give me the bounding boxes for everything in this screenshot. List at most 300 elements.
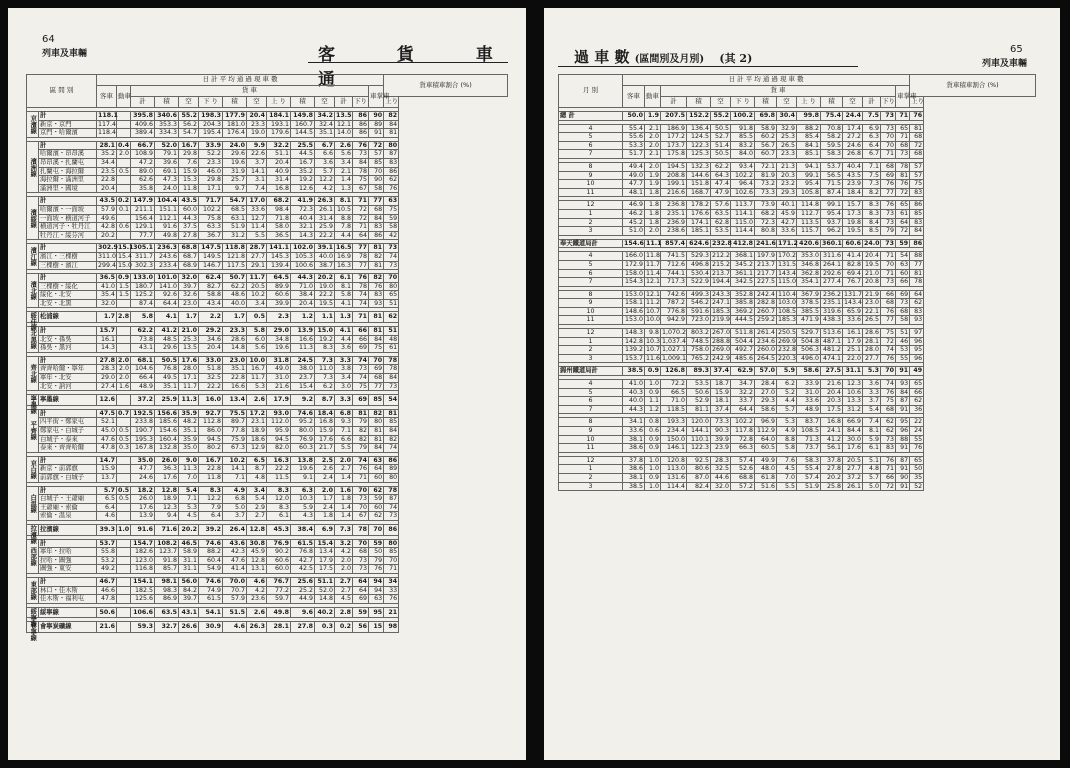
cell: 81 (369, 261, 384, 270)
table-row (27, 291, 508, 300)
cell: 12.8 (247, 556, 267, 565)
cell: 21.0 (179, 327, 199, 336)
cell: 243.6 (155, 252, 179, 261)
cell: 73 (881, 124, 896, 133)
cell: 242.4 (755, 290, 777, 299)
cell: 18.9 (155, 495, 179, 504)
cell: 61.5 (199, 595, 223, 604)
cell: 55 (910, 435, 924, 444)
cell: 77.2 (267, 586, 291, 595)
cell: 59 (896, 239, 910, 248)
cell: 31.4 (267, 176, 291, 185)
cell: 3.4 (335, 158, 353, 167)
cell: 69 (881, 171, 896, 180)
cell: 5.4 (247, 495, 267, 504)
cell: 21.6 (267, 382, 291, 391)
cell: 28.1 (97, 141, 117, 150)
header-freight-b: 車 (779, 86, 786, 95)
cell: 0.6 (645, 427, 661, 436)
cell: 1.1 (645, 397, 661, 406)
cell: 81 (369, 435, 384, 444)
month-cell: 2 (559, 473, 623, 482)
table-row (559, 444, 1036, 453)
table-row (27, 244, 508, 253)
cell: 7.1 (179, 495, 199, 504)
cell: 15.9 (711, 388, 731, 397)
cell: 58.6 (755, 405, 777, 414)
cell: 6.1 (335, 274, 353, 283)
cell: 345.2 (731, 260, 755, 269)
cell: 73 (353, 565, 369, 574)
cell: 131.6 (661, 473, 687, 482)
cell: 84 (910, 227, 924, 236)
cell: 54.7 (179, 129, 199, 138)
cell: 113.0 (661, 465, 687, 474)
row-label: 計 (39, 112, 97, 121)
cell: 37.4 (711, 367, 731, 376)
cell: 18.1 (711, 397, 731, 406)
line-name: 拉濱線 (27, 524, 39, 535)
cell: 78 (353, 252, 369, 261)
cell: 78 (384, 365, 399, 374)
cell: 474.1 (821, 354, 843, 363)
cell: 195.3 (131, 435, 155, 444)
header-d-loaded: 積 (223, 97, 247, 108)
cell: 0.5 (117, 495, 131, 504)
cell: 4.4 (335, 335, 353, 344)
cell: 154.3 (623, 278, 645, 287)
cell: 5.5 (777, 482, 797, 491)
cell: 76.7 (843, 278, 863, 287)
table-row (27, 456, 508, 465)
cell: 17.6 (179, 356, 199, 365)
month-cell: 11 (559, 188, 623, 197)
header-ratio: 貨車積車割合 (%) (384, 75, 508, 97)
cell: 141.1 (267, 244, 291, 253)
cell: 68 (910, 133, 924, 142)
cell: 83 (910, 188, 924, 197)
header-up: 上 り (800, 97, 817, 106)
cell: 30.8 (247, 539, 267, 548)
cell: 66 (353, 335, 369, 344)
cell: 82 (369, 409, 384, 418)
cell: 76.8 (291, 548, 315, 557)
cell: 62.8 (711, 218, 731, 227)
cell: 11.7 (179, 382, 199, 391)
cell (117, 129, 131, 138)
header-passenger: 客車 (623, 86, 645, 108)
cell: 62 (369, 486, 384, 495)
cell: 147.9 (131, 197, 155, 206)
cell: 69 (369, 365, 384, 374)
cell: 71 (881, 269, 896, 278)
cell: 20.3 (777, 171, 797, 180)
line-name: 白温線 (27, 486, 39, 520)
cell: 44.3 (623, 405, 645, 414)
cell: 43.1 (179, 607, 199, 618)
cell: 167.8 (131, 444, 155, 453)
cell: 95 (896, 418, 910, 427)
cell: 260.7 (755, 307, 777, 316)
cell: 71.5 (821, 180, 843, 189)
cell: 513.6 (821, 329, 843, 338)
cell: 61.5 (291, 539, 315, 548)
cell: 181.0 (223, 120, 247, 129)
header-service: 動車 (645, 86, 661, 108)
table-row (559, 418, 1036, 427)
cell: 13.1 (247, 565, 267, 574)
cell: 60 (369, 473, 384, 482)
cell: 172.9 (623, 260, 645, 269)
cell: 68 (881, 405, 896, 414)
cell: 71.0 (291, 282, 315, 291)
header-f-loaded: 積 (687, 97, 711, 108)
cell: 74 (353, 291, 369, 300)
cell: 438.3 (821, 316, 843, 325)
cell: 66 (881, 473, 896, 482)
cell: 4.2 (335, 548, 353, 557)
cell: 3.3 (863, 388, 881, 397)
block-title: 錦州鐵道局計 (559, 367, 623, 376)
cell: 39.9 (711, 435, 731, 444)
cell: 45.0 (97, 427, 117, 436)
cell: 20.4 (291, 299, 315, 308)
cell: 38.1 (623, 473, 645, 482)
cell: 34.7 (731, 380, 755, 389)
cell: 83 (384, 158, 399, 167)
cell: 7.0 (777, 473, 797, 482)
cell: 62.6 (131, 176, 155, 185)
cell: 96 (910, 354, 924, 363)
cell: 82 (384, 112, 399, 121)
cell: 51.8 (199, 365, 223, 374)
table-row (27, 524, 508, 535)
cell: 16.1 (843, 329, 863, 338)
cell: 23.2 (777, 180, 797, 189)
cell: 20.2 (97, 231, 117, 240)
row-label: 北安・孫吳 (39, 335, 97, 344)
cell: 153.0 (623, 290, 645, 299)
month-cell: 1 (559, 465, 623, 474)
cell: 16.8 (821, 418, 843, 427)
cell: 70 (369, 524, 384, 535)
cell: 66.7 (131, 141, 155, 150)
month-cell: 7 (559, 150, 623, 159)
cell: 1.0 (645, 456, 661, 465)
cell: 1.6 (117, 382, 131, 391)
cell: 71.0 (661, 397, 687, 406)
cell: 68.1 (131, 356, 155, 365)
cell: 6.4 (199, 512, 223, 521)
cell: 84.1 (797, 141, 821, 150)
cell: 47.5 (97, 409, 117, 418)
cell: 23.6 (247, 595, 267, 604)
cell: 80 (369, 418, 384, 427)
cell: 74 (353, 456, 369, 465)
cell: 87.0 (687, 473, 711, 482)
line-name: 京濱線 (27, 112, 39, 138)
cell: 277.4 (821, 278, 843, 287)
cell: 91 (896, 465, 910, 474)
cell: 219.9 (712, 316, 731, 324)
header-down: 下 り (734, 97, 751, 106)
cell: 38.6 (623, 465, 645, 474)
cell: 69.8 (755, 112, 777, 121)
cell: 71 (896, 133, 910, 142)
cell: 149.8 (291, 112, 315, 121)
cell: 49.2 (97, 565, 117, 574)
cell: 5.9 (863, 435, 881, 444)
month-cell: 5 (559, 388, 623, 397)
table-row (27, 252, 508, 261)
cell: 4.5 (335, 595, 353, 604)
cell: 74 (353, 356, 369, 365)
row-label: 北安・北黑 (39, 299, 97, 308)
cell: 71 (384, 565, 399, 574)
cell: 73 (881, 435, 896, 444)
row-label: 横道河子・牡丹江 (39, 223, 97, 232)
cell: 63.5 (711, 209, 731, 218)
cell: 116.8 (131, 565, 155, 574)
cell: 30.9 (199, 622, 223, 633)
cell: 132.8 (155, 444, 179, 453)
cell: 56 (353, 622, 369, 633)
title-rule-right (558, 66, 858, 67)
line-name: 濱北線 (27, 274, 39, 308)
row-label: 一面坡・横道河子 (39, 214, 97, 223)
cell: 77 (881, 188, 896, 197)
cell: 236.8 (661, 201, 687, 210)
cell: 47.6 (223, 556, 247, 565)
cell: 72 (910, 141, 924, 150)
cell: 26.8 (843, 150, 863, 159)
cell: 33.6 (777, 227, 797, 236)
cell: 71 (353, 312, 369, 323)
cell: 87 (896, 456, 910, 465)
cell: 0.9 (645, 367, 661, 376)
cell: 35.0 (179, 444, 199, 453)
cell: 7.4 (247, 184, 267, 193)
header-freight-b: 車 (250, 86, 258, 95)
cell: 9.8 (645, 329, 661, 338)
cell: 123.7 (155, 548, 179, 557)
cell: 33.6 (247, 205, 267, 214)
cell: 227.5 (755, 278, 777, 287)
cell: 63 (896, 260, 910, 269)
cell: 7.5 (863, 171, 881, 180)
cell: 154.7 (131, 539, 155, 548)
cell: 25.6 (291, 577, 315, 586)
cell: 41.2 (821, 435, 843, 444)
cell: 10.5 (335, 205, 353, 214)
cell: 11.0 (315, 365, 335, 374)
cell: 17.9 (843, 337, 863, 346)
cell: 10.7 (646, 346, 661, 354)
cell: 93.7 (821, 218, 843, 227)
cell: 7.8 (335, 223, 353, 232)
cell: 267.0 (712, 329, 731, 337)
cell: 6.9 (315, 524, 335, 535)
cell: 86 (353, 129, 369, 138)
month-cell: 5 (559, 260, 623, 269)
cell: 77 (369, 382, 384, 391)
line-name: 濱綏線 (27, 197, 39, 240)
month-cell: 1 (559, 337, 623, 346)
cell: 7.6 (777, 456, 797, 465)
cell: 25.5 (291, 141, 315, 150)
cell: 45.9 (777, 209, 797, 218)
cell: 90.2 (267, 548, 291, 557)
cell: 100.6 (291, 261, 315, 270)
cell: 1.8 (645, 209, 661, 218)
cell: 41.4 (843, 252, 863, 261)
cell: 60.5 (755, 444, 777, 453)
cell (117, 503, 131, 512)
cell: 73.8 (131, 335, 155, 344)
cell: 7.3 (335, 524, 353, 535)
cell: 22.8 (223, 374, 247, 383)
cell: 73 (384, 261, 399, 270)
cell: 1.2 (291, 312, 315, 323)
table-row (559, 427, 1036, 436)
header-down: 下 り (202, 97, 219, 106)
cell: 84.4 (843, 427, 863, 436)
cell: 115.7 (797, 227, 821, 236)
cell: 34.1 (623, 418, 645, 427)
cell: 47.8 (97, 595, 117, 604)
cell: 6.6 (335, 435, 353, 444)
cell: 17.6 (155, 473, 179, 482)
cell: 151.8 (687, 180, 711, 189)
cell: 75.8 (199, 214, 223, 223)
table-row (27, 176, 508, 185)
cell: 11.7 (247, 274, 267, 283)
cell: 36.5 (267, 231, 291, 240)
cell: 3.4 (247, 486, 267, 495)
cell: 156.6 (155, 409, 179, 418)
cell: 90 (896, 473, 910, 482)
cell: 64.4 (731, 405, 755, 414)
cell: 16.8 (315, 418, 335, 427)
cell: 3.6 (863, 380, 881, 389)
cell: 1.7 (315, 495, 335, 504)
cell: 144.6 (687, 171, 711, 180)
row-label: 索倫・温泉 (39, 512, 97, 521)
cell: 66 (353, 327, 369, 336)
header-f-empty: 空 (179, 97, 199, 108)
cell: 2.6 (315, 465, 335, 474)
cell: 21 (384, 607, 399, 618)
table-row (559, 150, 1036, 159)
cell: 5.8 (335, 291, 353, 300)
cell: 48.6 (223, 291, 247, 300)
cell: 145.3 (267, 252, 291, 261)
cell: 765.2 (687, 354, 711, 363)
cell: 65.9 (843, 307, 863, 316)
cell: 504.8 (797, 337, 821, 346)
cell: 7.3 (863, 180, 881, 189)
cell: 39.2 (199, 524, 223, 535)
row-label: 計 (39, 327, 97, 336)
cell: 15.9 (97, 465, 117, 474)
cell: 132.3 (687, 162, 711, 171)
cell: 82.0 (267, 444, 291, 453)
cell: 55.4 (797, 465, 821, 474)
cell: 79 (353, 418, 369, 427)
table-row (559, 405, 1036, 414)
cell: 92.6 (155, 291, 179, 300)
cell: 26.3 (247, 622, 267, 633)
cell: 42.5 (291, 565, 315, 574)
cell (117, 607, 131, 618)
cell: 21.6 (97, 622, 117, 633)
cell: 77.7 (131, 231, 155, 240)
cell: 143.4 (844, 299, 863, 307)
block-total-row (559, 367, 1036, 376)
cell: 47.7 (131, 465, 155, 474)
cell: 76 (353, 465, 369, 474)
cell: 3.2 (335, 539, 353, 548)
cell: 6.5 (247, 456, 267, 465)
cell (117, 112, 131, 121)
cell: 118.5 (661, 405, 687, 414)
cell: 146.7 (199, 261, 223, 270)
row-label: 三棵樹・綏化 (39, 282, 97, 291)
cell: 16.9 (335, 252, 353, 261)
cell: 18.9 (247, 427, 267, 436)
cell: 50.5 (155, 356, 179, 365)
cell: 13.9 (291, 327, 315, 336)
row-label: 泰來・齊齊哈爾 (39, 444, 97, 453)
cell: 124.5 (687, 133, 711, 142)
cell: 51.1 (267, 150, 291, 159)
header-up: 上 り (270, 97, 287, 106)
cell: 185.1 (687, 227, 711, 236)
cell: 57.9 (223, 595, 247, 604)
cell: 11.7 (646, 260, 661, 268)
cell: 70 (384, 556, 399, 565)
cell: 26.4 (223, 524, 247, 535)
cell: 12.6 (97, 395, 117, 406)
cell: 21.9 (863, 290, 881, 299)
month-cell: 11 (559, 316, 623, 325)
cell: 61.8 (755, 473, 777, 482)
cell: 2.0 (117, 365, 131, 374)
cell: 63 (384, 197, 399, 206)
cell: 74 (353, 299, 369, 308)
cell: 4.2 (247, 586, 267, 595)
cell: 57 (910, 171, 924, 180)
row-label: 白城子・泰來 (39, 435, 97, 444)
cell: 70.7 (223, 586, 247, 595)
cell: 80 (384, 539, 399, 548)
cell: 2.3 (267, 312, 291, 323)
cell: 27.7 (247, 252, 267, 261)
cell: 22.8 (97, 176, 117, 185)
cell: 37.5 (179, 223, 199, 232)
cell: 220.3 (778, 354, 797, 362)
cell: 60.0 (267, 565, 291, 574)
row-label: 寧年・拉哈 (39, 548, 97, 557)
cell: 57.2 (731, 482, 755, 491)
cell: 74.6 (199, 539, 223, 548)
cell: 2.5 (315, 456, 335, 465)
cell: 86 (353, 112, 369, 121)
cell: 60.7 (755, 150, 777, 159)
cell: 29.8 (179, 150, 199, 159)
cell: 23.7 (291, 374, 315, 383)
cell: 748.5 (687, 337, 711, 346)
